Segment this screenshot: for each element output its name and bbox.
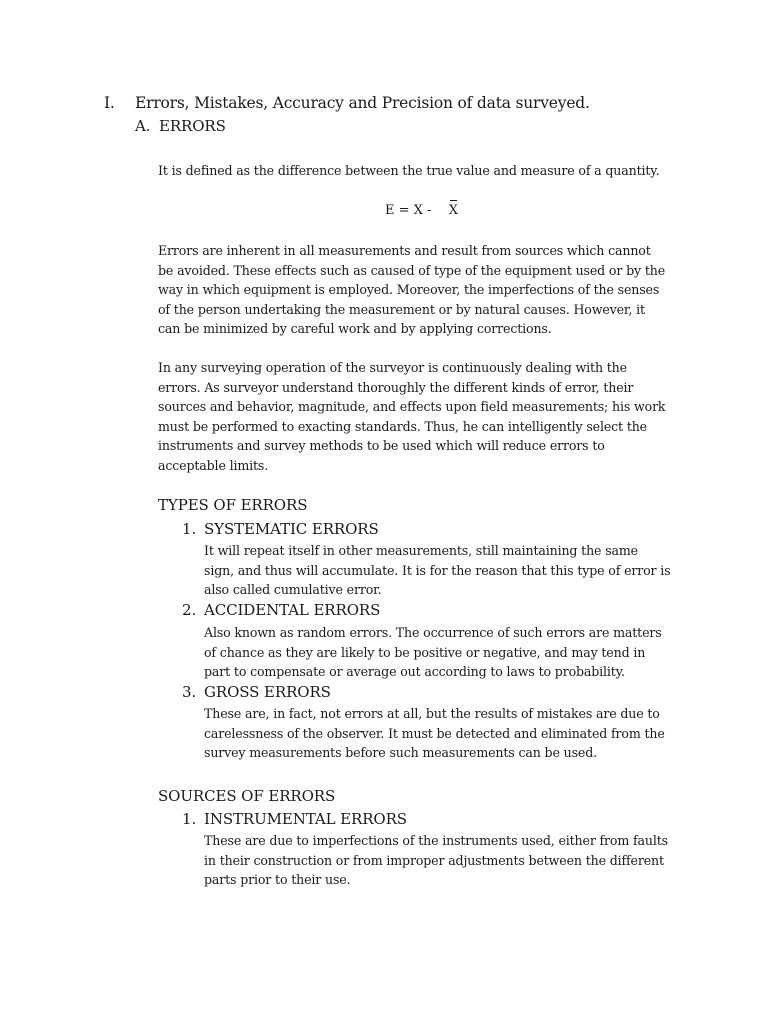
type-desc-gross	[204, 704, 684, 763]
paragraph-line: of the person undertaking the measurement or by natural causes. However, it	[158, 301, 645, 317]
type-title-systematic: SYSTEMATIC ERRORS	[204, 520, 379, 538]
paragraph-line: sources and behavior, magnitude, and effects upon field measurements; his work	[158, 399, 666, 415]
paragraph-line: can be minimized by careful work and by applying corrections.	[158, 321, 552, 337]
list-number: 3.	[182, 683, 197, 701]
desc-line: These are due to imperfections of the instruments used, either from faults	[204, 833, 668, 848]
desc-line: Also known as random errors. The occurrence of such errors are matters	[204, 625, 662, 640]
paragraph-line: instruments and survey methods to be used which will reduce errors to	[158, 438, 605, 454]
section-number: I.	[104, 94, 115, 112]
paragraph-line: must be performed to exacting standards. Thus, he can intelligently select the	[158, 418, 647, 434]
paragraph-line: acceptable limits.	[158, 457, 269, 473]
desc-line: also called cumulative error.	[204, 582, 382, 598]
desc-line: It will repeat itself in other measurements, still maintaining the same	[204, 543, 638, 558]
formula-mean-x: X	[448, 203, 458, 218]
paragraph-1	[158, 241, 678, 339]
definition-text: It is defined as the difference between the true value and measure of a quantity.	[158, 163, 660, 178]
type-title-accidental: ACCIDENTAL ERRORS	[204, 601, 381, 619]
formula-lhs: E = X -	[385, 203, 432, 218]
desc-line: parts prior to their use.	[204, 872, 351, 888]
paragraph-line: errors. As surveyor understand thoroughly the different kinds of error, their	[158, 379, 634, 395]
type-desc-accidental	[204, 623, 684, 682]
desc-line: carelessness of the observer. It must be detected and eliminated from the	[204, 725, 665, 741]
source-title-instrumental: INSTRUMENTAL ERRORS	[204, 810, 407, 828]
desc-line: These are, in fact, not errors at all, but the results of mistakes are due to	[204, 706, 660, 721]
subsection-letter: A.	[135, 117, 151, 135]
type-desc-systematic	[204, 541, 684, 600]
source-desc-instrumental	[204, 831, 684, 890]
desc-line: in their construction or from improper adjustments between the different	[204, 852, 664, 868]
types-heading: TYPES OF ERRORS	[158, 496, 308, 514]
paragraph-2	[158, 358, 678, 476]
section-title: Errors, Mistakes, Accuracy and Precision of data surveyed.	[135, 94, 590, 112]
desc-line: of chance as they are likely to be positive or negative, and may tend in	[204, 644, 646, 660]
desc-line: part to compensate or average out according to laws to probability.	[204, 664, 625, 680]
list-number: 2.	[182, 601, 197, 619]
paragraph-line: way in which equipment is employed. Moreover, the imperfections of the senses	[158, 282, 660, 298]
paragraph-line: In any surveying operation of the surveyor is continuously dealing with the	[158, 360, 627, 375]
list-number: 1.	[182, 810, 197, 828]
paragraph-line: Errors are inherent in all measurements and result from sources which cannot	[158, 243, 651, 258]
desc-line: sign, and thus will accumulate. It is for the reason that this type of error is	[204, 562, 671, 578]
sources-heading: SOURCES OF ERRORS	[158, 787, 336, 805]
error-formula	[385, 203, 458, 218]
subsection-title: ERRORS	[159, 117, 226, 135]
list-number: 1.	[182, 520, 197, 538]
type-title-gross: GROSS ERRORS	[204, 683, 331, 701]
paragraph-line: be avoided. These effects such as caused of type of the equipment used or by the	[158, 262, 665, 278]
desc-line: survey measurements before such measurements can be used.	[204, 745, 597, 761]
